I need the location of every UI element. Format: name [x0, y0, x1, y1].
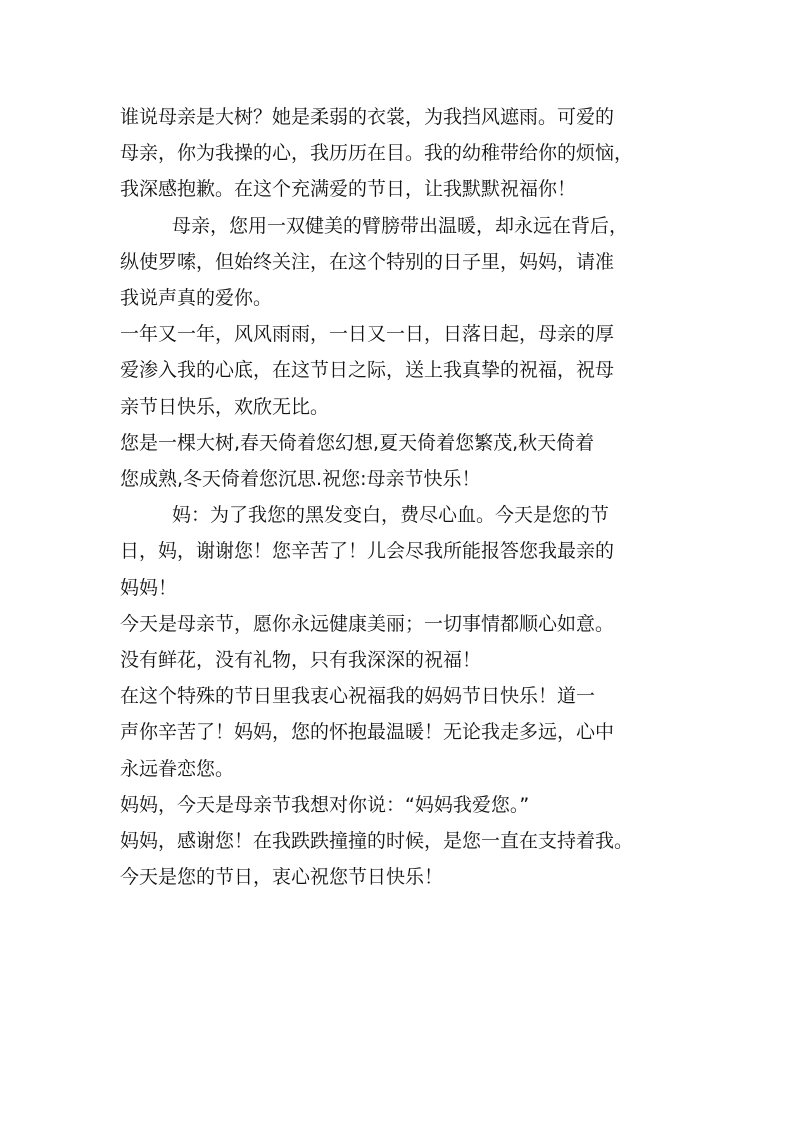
- text-line-indented: [120, 497, 680, 533]
- text-line: 妈妈，感谢您！在我跌跌撞撞的时候，是您一直在支持着我。: [120, 830, 634, 853]
- paragraph-6: [120, 606, 680, 678]
- text-line: 日，妈，谢谢您！您辛苦了！儿会尽我所能报答您我最亲的: [120, 540, 615, 563]
- paragraph-3: [120, 316, 680, 425]
- paragraph-8: [120, 787, 680, 823]
- paragraph-5: [120, 497, 680, 606]
- text-line: 妈妈，今天是母亲节我想对你说：“妈妈我爱您。”: [120, 793, 530, 816]
- text-line: 我深感抱歉。在这个充满爱的节日，让我默默祝福你！: [120, 178, 577, 201]
- paragraph-4: [120, 425, 680, 497]
- text-line: 母亲，你为我操的心，我历历在目。我的幼稚带给你的烦恼，: [120, 142, 634, 165]
- document-body: [120, 99, 680, 895]
- paragraph-7: [120, 678, 680, 787]
- paragraph-2: [120, 208, 680, 317]
- text-line: 亲节日快乐，欢欣无比。: [120, 395, 330, 418]
- text-line-content: 母亲，您用一双健美的臂膀带出温暖，却永远在背后，: [172, 214, 629, 237]
- text-line: 一年又一年，风风雨雨，一日又一日，日落日起，母亲的厚: [120, 323, 615, 346]
- text-line: 今天是母亲节，愿你永远健康美丽；一切事情都顺心如意。: [120, 612, 615, 635]
- text-line: 我说声真的爱你。: [120, 287, 273, 310]
- text-line: 在这个特殊的节日里我衷心祝福我的妈妈节日快乐！道一: [120, 685, 596, 708]
- text-line: 永远眷恋您。: [120, 757, 235, 780]
- text-line-content: 妈：为了我您的黑发变白，费尽心血。今天是您的节: [172, 504, 610, 527]
- text-line: 您成熟,冬天倚着您沉思.祝您:母亲节快乐！: [120, 468, 481, 491]
- paragraph-9: [120, 823, 680, 895]
- paragraph-1: [120, 99, 680, 208]
- text-line: 妈妈！: [120, 576, 178, 599]
- text-line-indented: [120, 208, 680, 244]
- text-line: 纵使罗嗦，但始终关注，在这个特别的日子里，妈妈，请准: [120, 250, 615, 273]
- text-line: 声你辛苦了！妈妈，您的怀抱最温暖！无论我走多远，心中: [120, 721, 615, 744]
- text-line: 没有鲜花，没有礼物，只有我深深的祝福！: [120, 649, 482, 672]
- text-line: 您是一棵大树,春天倚着您幻想,夏天倚着您繁茂,秋天倚着: [120, 431, 595, 454]
- text-line: 谁说母亲是大树？她是柔弱的衣裳，为我挡风遮雨。可爱的: [120, 106, 615, 128]
- text-line: 今天是您的节日，衷心祝您节日快乐！: [120, 866, 444, 889]
- text-line: 爱渗入我的心底，在这节日之际，送上我真挚的祝福，祝母: [120, 359, 615, 382]
